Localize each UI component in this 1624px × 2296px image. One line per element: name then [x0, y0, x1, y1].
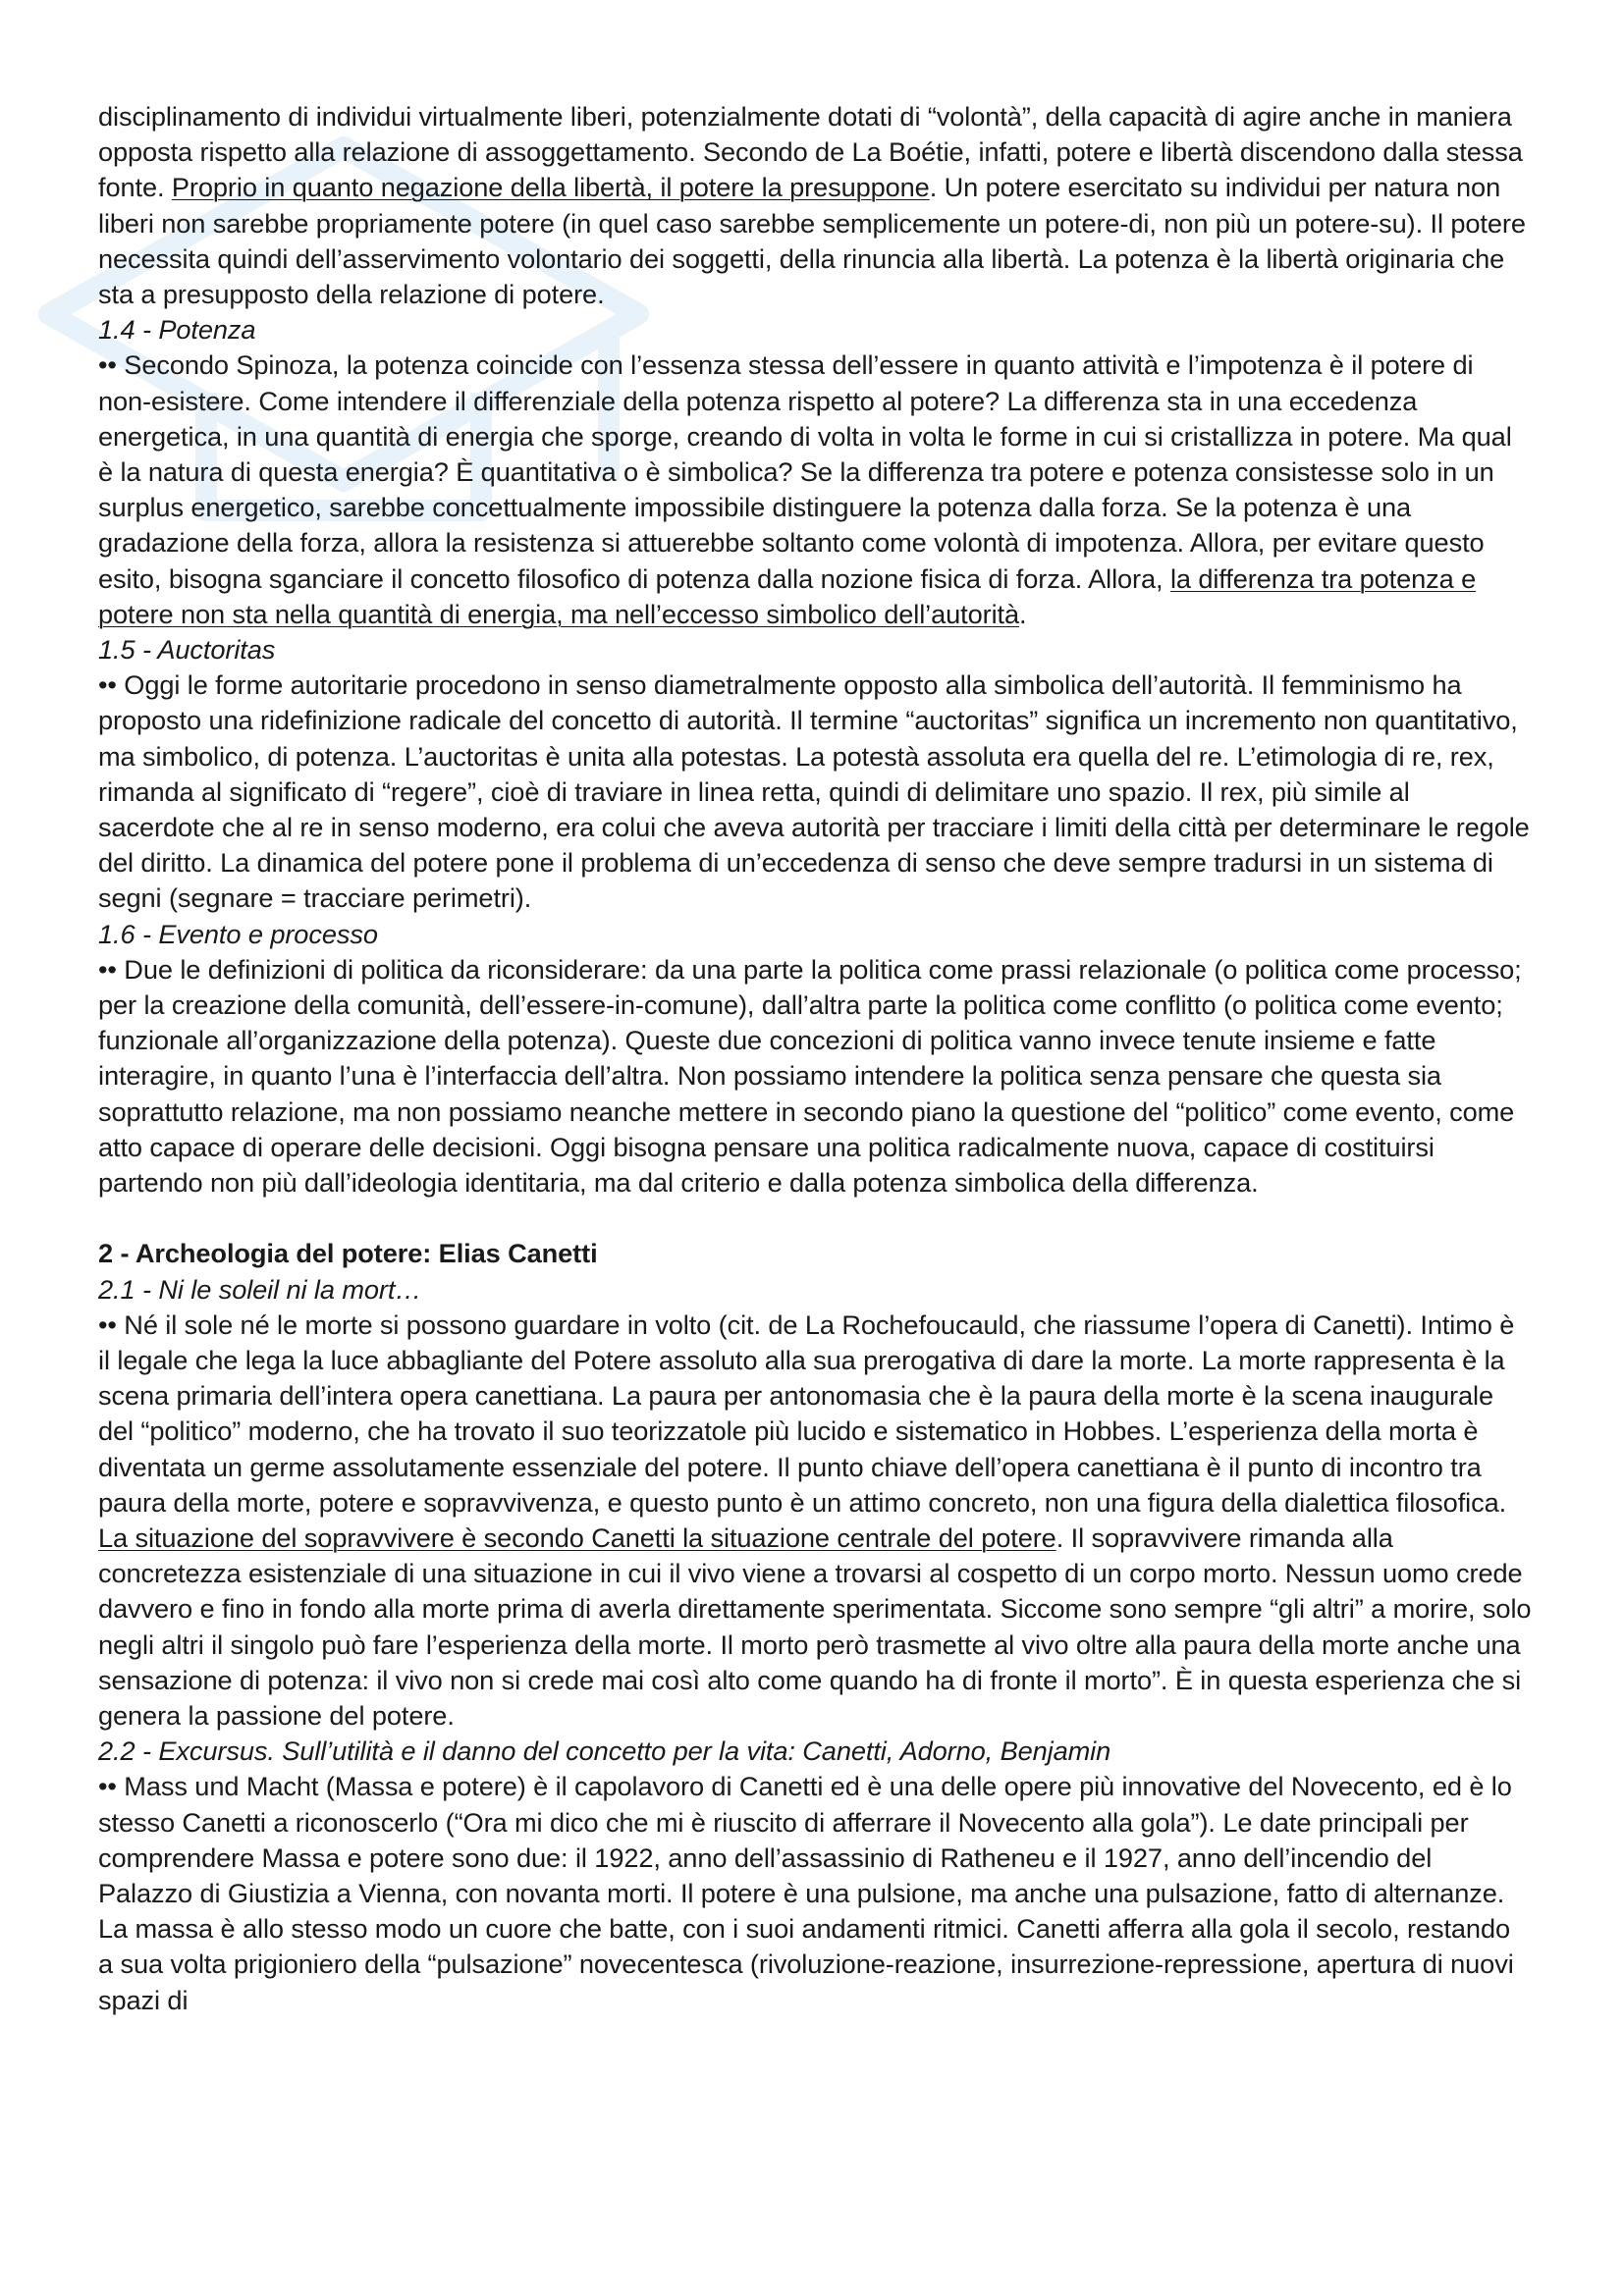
underlined-phrase: Proprio in quanto negazione della libertà, il potere la presuppone — [171, 172, 930, 203]
section-title-2-2: 2.2 - Excursus. Sull’utilità e il danno del concetto per la vita: Canetti, Adorno, Benjamin — [98, 1735, 1111, 1767]
section-title-1-5: 1.5 - Auctoritas — [98, 634, 276, 666]
underlined-phrase: la differenza tra potenza e potere non sta nella quantità di energia, ma nell’eccesso simbolico dell’autorità — [98, 562, 1477, 629]
paragraph-excursus: •• Mass und Macht (Massa e potere) è il capolavoro di Canetti ed è una delle opere più innovative del Novecento, ed è lo stesso Canetti a riconoscerlo (“Ora mi dico che mi è riuscito di afferrare il Novecento alla gola”). Le date principali per comprendere Massa e potere sono due: il 1922, anno dell’assassinio di Ratheneu e il 1927, anno dell’incendio del Palazzo di Giustizia a Vienna, con novanta morti. Il potere è una pulsione, ma anche una pulsazione, fatto di alternanze. La massa è allo stesso modo un cuore che batte, con i suoi andamenti ritmici. Canetti afferra alla gola il secolo, restando a sua volta prigioniero della “pulsazione” novecentesca (rivoluzione-reazione, insurrezione-repressione, apertura di nuovi spazi di — [98, 1771, 1514, 2015]
section-title-1-4: 1.4 - Potenza — [98, 314, 256, 346]
paragraph-auctoritas: •• Oggi le forme autoritarie procedono in senso diametralmente opposto alla simbolica dell’autorità. Il femminismo ha proposto una ridefinizione radicale del concetto di autorità. Il termine “auctoritas” significa un incremento non quantitativo, ma simbolico, di potenza. L’auctoritas è unita alla potestas. La potestà assoluta era quella del re. L’etimologia di re, rex, rimanda al significato di “regere”, cioè di traviare in linea retta, quindi di delimitare uno spazio. Il rex, più simile al sacerdote che al re in senso moderno, era colui che aveva autorità per tracciare i limiti della città per determinare le regole del diritto. La dinamica del potere pone il problema di un’eccedenza di senso che deve sempre tradursi in un sistema di segni (segnare = tracciare perimetri). — [98, 669, 1530, 914]
underlined-phrase: La situazione del sopravvivere è secondo Canetti la situazione centrale del potere — [98, 1522, 1056, 1553]
section-title-1-6: 1.6 - Evento e processo — [98, 918, 378, 949]
paragraph-intro: disciplinamento di individui virtualmente liberi, potenzialmente dotati di “volontà”, della capacità di agire anche in maniera opposta rispetto alla relazione di assoggettamento. Secondo de La Boétie, infatti, potere e libertà discendono dalla stessa fonte. Proprio in quanto negazione della libertà, il potere la presuppone. Un potere esercitato su individui per natura non liberi non sarebbe propriamente potere (in quel caso sarebbe semplicemente un potere-di, non più un potere-su). Il potere necessita quindi dell’asservimento volontario dei soggetti, della rinuncia alla libertà. La potenza è la libertà originaria che sta a presupposto della relazione di potere. — [98, 101, 1526, 310]
section-title-2-1: 2.1 - Ni le soleil ni la mort… — [98, 1273, 422, 1305]
paragraph-soleil-mort: •• Né il sole né le morte si possono guardare in volto (cit. de La Rochefoucauld, che riassume l’opera di Canetti). Intimo è il legale che lega la luce abbagliante del Potere assoluto alla sua prerogativa di dare la morte. La morte rappresenta è la scena primaria dell’intera opera canettiana. La paura per antonomasia che è la paura della morte è la scena inaugurale del “politico” moderno, che ha trovato il suo teorizzatole più lucido e sistematico in Hobbes. L’esperienza della morta è diventata un germe assolutamente essenziale del potere. Il punto chiave dell’opera canettiana è il punto di incontro tra paura della morte, potere e sopravvivenza, e questo punto è un attimo concreto, non una figura della dialettica filosofica. La situazione del sopravvivere è secondo Canetti la situazione centrale del potere. Il sopravvivere rimanda alla concretezza esistenziale di una situazione in cui il vivo viene a trovarsi al cospetto di un corpo morto. Nessun uomo crede davvero e fino in fondo alla morte prima di averla direttamente sperimentata. Siccome sono sempre “gli altri” a morire, solo negli altri il singolo può fare l’esperienza della morte. Il morto però trasmette al vivo oltre alla paura della morte anche una sensazione di potenza: il vivo non si crede mai così alto come quando ha di fronte il morto”. È in questa esperienza che si genera la passione del potere. — [98, 1308, 1532, 1731]
paragraph-potenza: •• Secondo Spinoza, la potenza coincide con l’essenza stessa dell’essere in quanto attività e l’impotenza è il potere di non-esistere. Come intendere il differenziale della potenza rispetto al potere? La differenza sta in una eccedenza energetica, in una quantità di energia che sporge, creando di volta in volta le forme in cui si cristallizza in potere. Ma qual è la natura di questa energia? È quantitativa o è simbolica? Se la differenza tra potere e potenza consistesse solo in un surplus energetico, sarebbe concettualmente impossibile distinguere la potenza dalla forza. Se la potenza è una gradazione della forza, allora la resistenza si attuerebbe soltanto come volontà di impotenza. Allora, per evitare questo esito, bisogna sganciare il concetto filosofico di potenza dalla nozione fisica di forza. Allora, la differenza tra potenza e potere non sta nella quantità di energia, ma nell’eccesso simbolico dell’autorità. — [98, 349, 1512, 629]
spacer — [98, 1201, 1532, 1236]
paragraph-evento-processo: •• Due le definizioni di politica da riconsiderare: da una parte la politica come prassi relazionale (o politica come processo; per la creazione della comunità, dell’essere-in-comune), dall’altra parte la politica come conflitto (o politica come evento; funzionale all’organizzazione della potenza). Queste due concezioni di politica vanno invece tenute insieme e fatte interagire, in quanto l’una è l’interfaccia dell’altra. Non possiamo intendere la politica senza pensare che questa sia soprattutto relazione, ma non possiamo neanche mettere in secondo piano la questione del “politico” come evento, come atto capace di operare delle decisioni. Oggi bisogna pensare una politica radicalmente nuova, capace di costituirsi partendo non più dall’ideologia identitaria, ma dal criterio e dalla potenza simbolica della differenza. — [98, 953, 1522, 1199]
document-page — [98, 99, 1532, 2018]
chapter-title-2: 2 - Archeologia del potere: Elias Canetti — [98, 1238, 598, 1269]
